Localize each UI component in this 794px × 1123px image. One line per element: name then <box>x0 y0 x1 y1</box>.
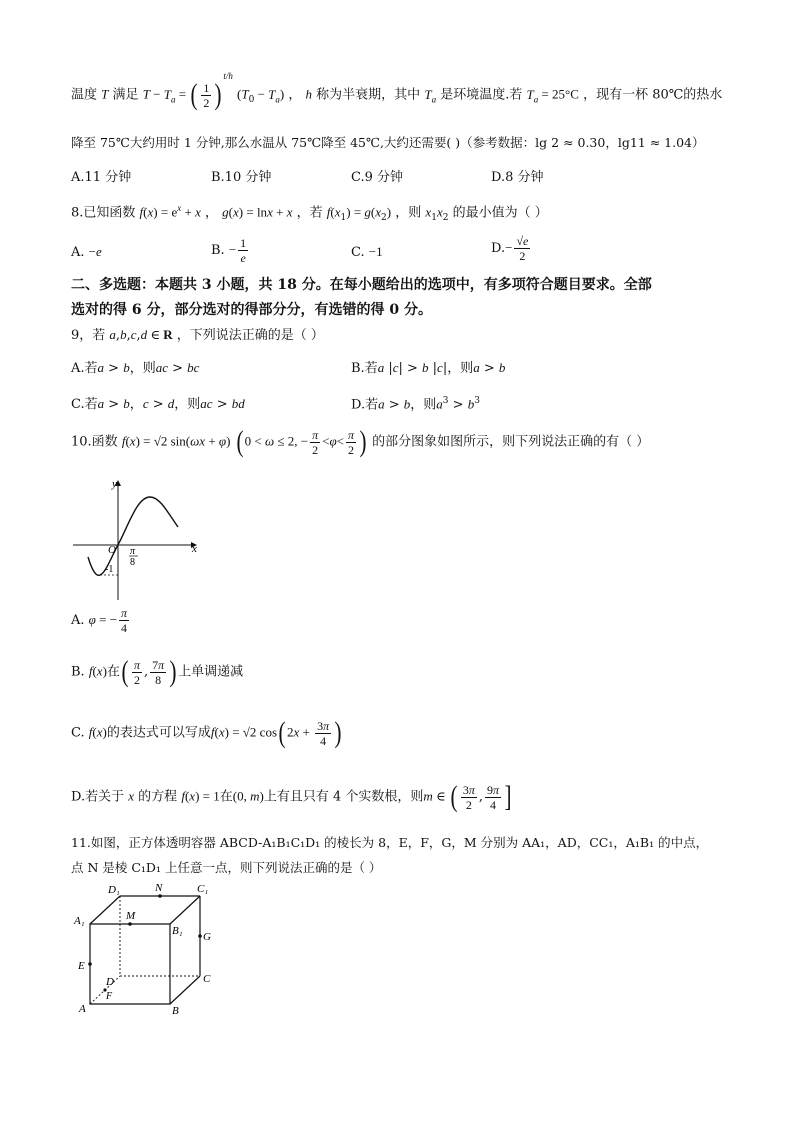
x-label: x <box>192 543 197 555</box>
label-f: F <box>106 991 113 1002</box>
label-c1: C₁ <box>197 883 209 895</box>
q8-option-d: D.− $\frac{√e}{2}$ <box>491 234 529 263</box>
text: A. <box>71 613 85 628</box>
label-n: N <box>155 882 163 894</box>
point-e <box>88 962 92 966</box>
y-label: y <box>112 478 117 490</box>
cube-diagram <box>68 882 228 1022</box>
q11-line2: 点 N 是棱 C₁D₁ 上任意一点，则下列说法正确的是（ ） <box>71 860 382 875</box>
minus-one-label: -1 <box>105 564 114 575</box>
label-d: D <box>106 976 114 988</box>
text: ，则 <box>174 397 201 412</box>
label-g: G <box>203 931 211 943</box>
label-b: B <box>172 1005 179 1017</box>
label-e: E <box>78 960 85 972</box>
text: 温度 <box>71 87 98 103</box>
q10-option-c: C. f(x)的表达式可以写成f(x) = √2 cos( 2x + $\frac{3\pi}{4}$ ) <box>71 716 342 749</box>
q9-option-c: C.若a > b，c > d，则ac > bd <box>71 396 245 412</box>
q8-option-c: C. −1 <box>351 244 383 260</box>
text: 的最小值为（ ） <box>452 205 548 221</box>
text: ，下列说法正确的是（ ） <box>176 328 324 343</box>
q7-line1: 温度 T 满足 $T - T_a$ = ( $\frac{1}{2}$ )$^{t/h}$ $(T_0 - T_a)$ ， h 称为半衰期，其中 $T_a$ 是环境温度.若 $T_a = 25^\circ C$ ，现有一杯 80℃的热水 <box>71 71 723 111</box>
section-heading-line1: 二、多选题：本题共 3 小题，共 18 分。在每小题给出的选项中，有多项符合题目要求。全部 <box>71 277 652 293</box>
text: 的部分图象如图所示，则下列说法正确的有（ ） <box>372 434 650 450</box>
sine-graph <box>68 475 208 605</box>
q7-line2: 降至 75℃大约用时 1 分钟,那么水温从 75℃降至 45℃,大约还需要( )（参考数据：lg 2 ≈ 0.30，lg11 ≈ 1.04） <box>71 135 705 150</box>
label-m: M <box>126 910 136 922</box>
q9-stem: 9，若 a,b,c,d ∈ R ，下列说法正确的是（ ） <box>71 327 324 343</box>
pi-label: π <box>130 546 136 557</box>
q7-option-c: C.9 分钟 <box>351 170 404 185</box>
label-a1: A₁ <box>74 915 85 927</box>
point-m <box>128 922 132 926</box>
q7-option-d: D.8 分钟 <box>491 170 544 185</box>
text: 8.已知函数 <box>71 205 136 221</box>
q10-option-b: B. f(x)在( $\frac{\pi}{2}$ , $\frac{7\pi}{8}$ ) 上单调递减 <box>71 655 244 688</box>
q9-option-b: B.若a |c| > b |c|，则a > b <box>351 360 506 376</box>
text: ， <box>288 87 302 103</box>
q11-line1: 11.如图，正方体透明容器 ABCD-A₁B₁C₁D₁ 的棱长为 8，E，F，G，M 分别为 AA₁，AD，CC₁，A₁B₁ 的中点， <box>71 835 709 850</box>
q8-option-b: B. − $\frac{1}{e}$ <box>211 236 247 265</box>
text: 称为半衰期，其中 <box>316 87 421 103</box>
q10-option-a: A. φ = − $\frac{\pi}{4}$ <box>71 606 128 635</box>
q10-option-d: D.若关于 x 的方程 f(x) = 1在(0, m)上有且只有 4 个实数根，则m ∈ ( $\frac{3\pi}{2}$ , $\frac{9\pi}{4}$ ] <box>71 780 512 813</box>
section-heading-line2: 选对的得 6 分，部分选对的得部分分，有选错的得 0 分。 <box>71 302 432 318</box>
text: 的方程 <box>138 789 178 805</box>
label-b1: B₁ <box>172 925 183 937</box>
text: ，现有一杯 80℃的热水 <box>583 87 723 103</box>
origin-label: O <box>108 544 116 556</box>
point-n <box>158 894 162 898</box>
text: 的表达式可以写成 <box>106 725 211 741</box>
q9-option-a: A.若a > b，则ac > bc <box>71 360 200 376</box>
front-face <box>90 924 170 1004</box>
text: 是环境温度.若 <box>440 87 523 103</box>
q10-stem: 10.函数 f(x) = √2 sin(ωx + φ) ( 0 < ω ≤ 2, − $\frac{\pi}{2}$ <φ< $\frac{\pi}{2}$ ) 的部分图象如图所示，则下列说法正确的有（ ） <box>71 425 650 458</box>
text: ，若 <box>296 205 323 221</box>
text: D. <box>491 241 506 256</box>
text: B. <box>71 664 85 680</box>
q8-stem: 8.已知函数 $f(x) = e^x + x$ ， g(x) = lnx + x ，若 $f(x_1) = g(x_2)$ ，则 $x_1x_2$ 的最小值为（ ） <box>71 203 548 223</box>
label-d1: D₁ <box>108 884 120 896</box>
text: 10.函数 <box>71 434 118 450</box>
text: C. <box>71 725 85 741</box>
text: 在 <box>106 664 120 680</box>
text: C. <box>351 245 365 260</box>
text: A. <box>71 245 85 260</box>
text: ，则 <box>395 205 422 221</box>
text: 上有且只有 4 个实数根，则 <box>263 789 424 805</box>
q7-option-a: A.11 分钟 <box>71 170 132 185</box>
q7-option-b: B.10 分钟 <box>211 170 272 185</box>
point-g <box>198 934 202 938</box>
text: C.若 <box>71 397 98 412</box>
text: A.若 <box>71 361 98 376</box>
text: ， <box>129 397 143 412</box>
label-c: C <box>203 973 211 985</box>
q9-option-d: D.若a > b，则$a^3 > b^3$ <box>351 396 480 413</box>
eight-label: 8 <box>130 557 135 568</box>
text: ， <box>205 205 219 221</box>
text: ，则 <box>129 361 156 376</box>
text: D.若关于 <box>71 789 125 805</box>
text: 9，若 <box>71 328 106 343</box>
text: 在 <box>219 789 233 805</box>
text: 上单调递减 <box>178 664 244 680</box>
text: B. <box>211 243 225 258</box>
label-a: A <box>79 1003 86 1015</box>
text: ，则 <box>447 361 474 376</box>
text: 满足 <box>112 87 139 103</box>
text: ，则 <box>410 397 437 413</box>
q8-option-a: A. −e <box>71 244 102 260</box>
text: D.若 <box>351 397 379 413</box>
text: B.若 <box>351 361 378 376</box>
